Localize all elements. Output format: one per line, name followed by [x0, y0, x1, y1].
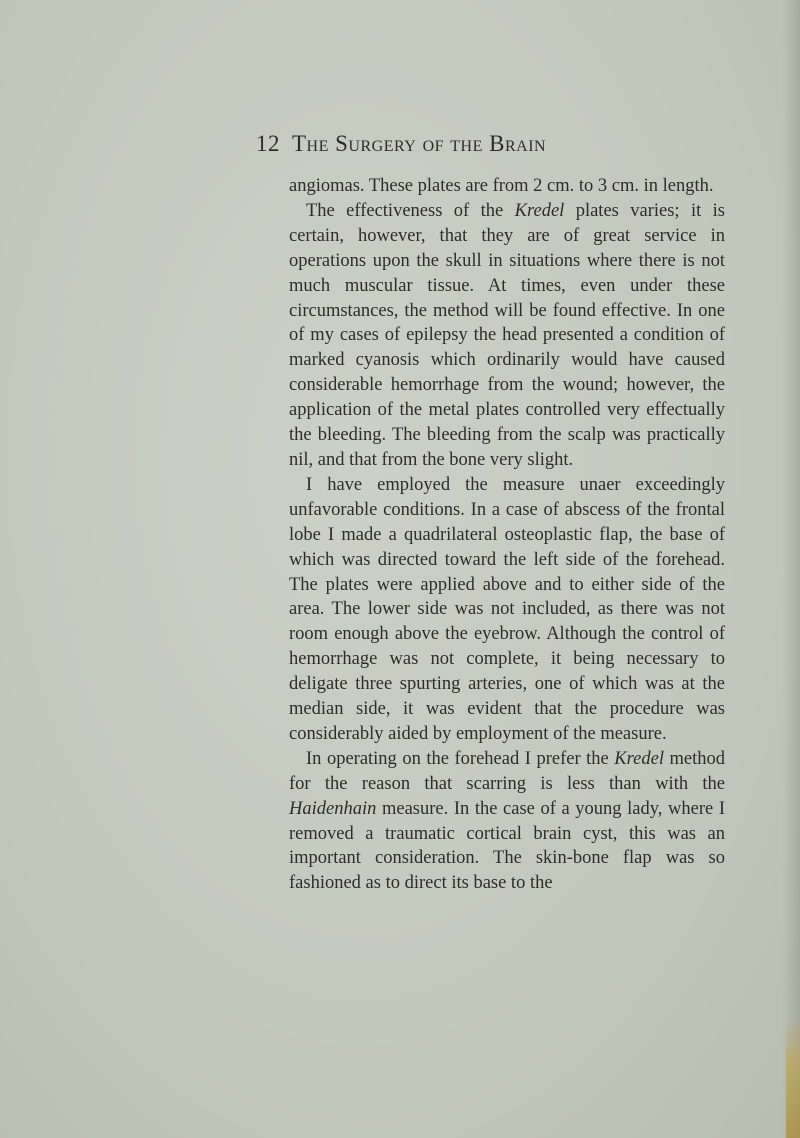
italic-term: Kredel [514, 200, 565, 221]
paragraph [289, 473, 725, 747]
paragraph [289, 174, 725, 199]
page-edge-stain [786, 1020, 800, 1138]
page-number: 12 [256, 131, 280, 156]
italic-term: Haidenhain [289, 798, 377, 819]
page-header [256, 131, 726, 159]
text-segment: measure. In the case of a young lady, where I removed a traumatic cortical brain cyst, this was an important consideration. The skin-bone flap was so fashioned as to direct its base to the [289, 798, 725, 894]
paragraph [289, 199, 725, 473]
text-segment: plates varies; it is certain, however, that they are of great service in operations upon the skull in situations where there is not much muscular tissue. At times, even under these circumstances, the method will be found effective. In one of my cases of epilepsy the head presented a condition of marked cyanosis which ordinarily would have caused considerable hemorrhage from the wound; however, the application of the metal plates controlled very effectually the bleeding. The bleeding from the scalp was practically nil, and that from the bone very slight. [289, 200, 725, 470]
body-text [289, 174, 725, 896]
text-segment: method for the reason that scarring is less than with the [289, 748, 725, 794]
running-title: The Surgery of the Brain [292, 131, 547, 156]
italic-term: Kredel [614, 748, 664, 769]
text-segment: I have employed the measure unaer exceedingly unfavorable conditions. In a case of abscess of the frontal lobe I made a quadrilateral osteoplastic flap, the base of which was directed toward the left side of the forehead. The plates were applied above and to either side of the area. The lower side was not included, as there was not room enough above the eyebrow. Although the control of hemorrhage was not complete, it being necessary to deligate three spurting arteries, one of which was at the median side, it was evident that the procedure was considerably aided by employment of the measure. [289, 474, 725, 744]
page-edge-shadow [782, 0, 800, 1138]
text-segment: In operating on the forehead I prefer the [306, 748, 615, 769]
text-segment: angiomas. These plates are from 2 cm. to 3 cm. in length. [289, 176, 714, 196]
text-segment: The effectiveness of the [306, 200, 515, 221]
paragraph [289, 747, 725, 896]
